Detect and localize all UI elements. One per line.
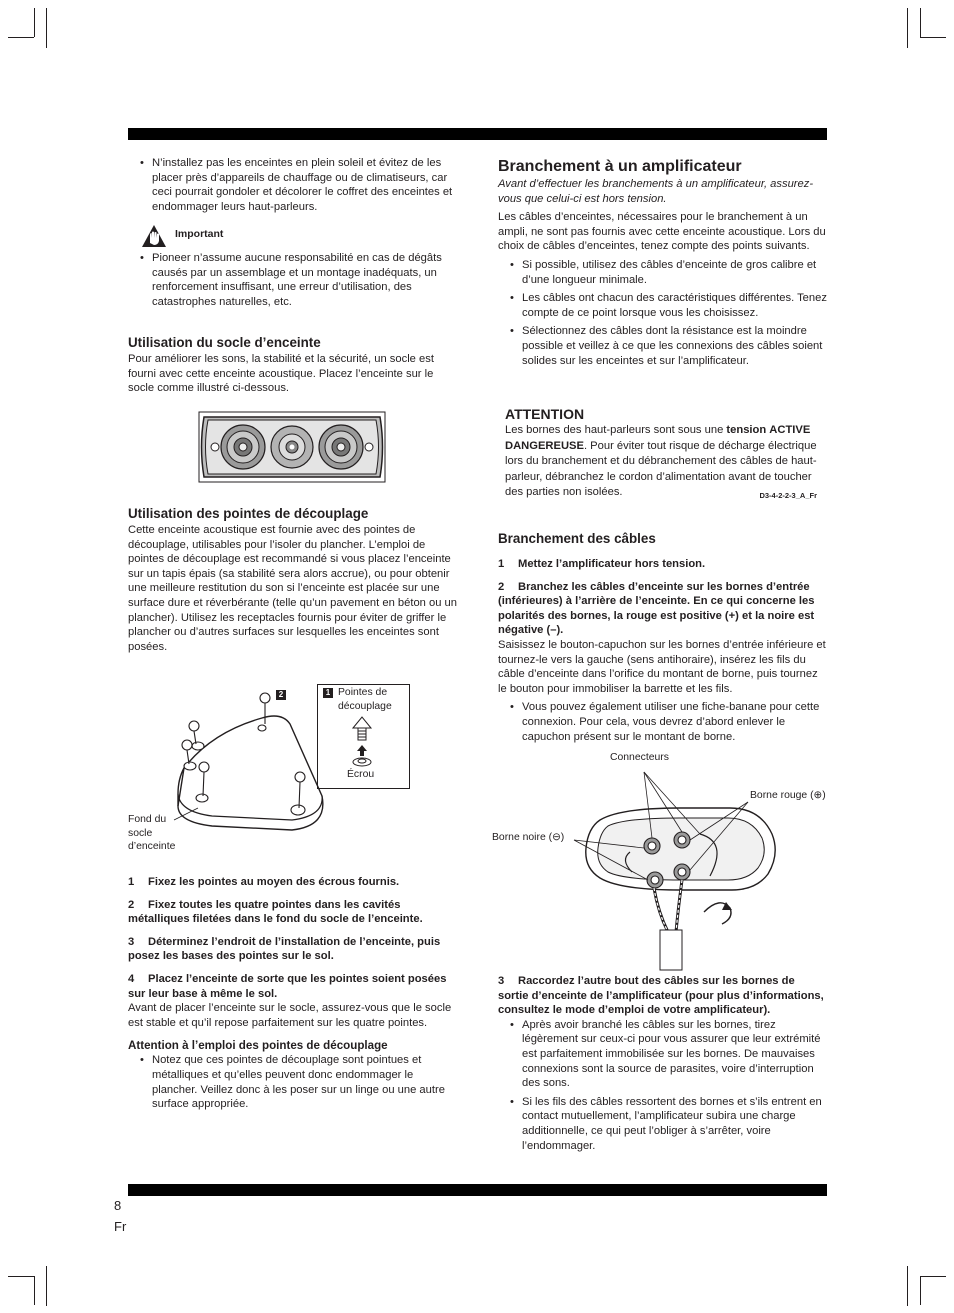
socle-text: Pour améliorer les sons, la stabilité et la sécurité, un socle est fourni avec cette enceinte acoustique. Placez l’enceinte sur le socle comme illustré ci-dessous. [128, 353, 434, 395]
bullet-sun: • N’installez pas les enceintes en plein soleil et évitez de les placer près d’appareils de chauffage ou de climatiseurs, car ceci pourrait gondoler et décolorer le coffret des enceintes et endommager leurs haut-parleurs. [128, 156, 458, 214]
page-language: Fr [114, 1219, 127, 1234]
crop-mark [920, 8, 921, 37]
cables-section [498, 530, 828, 744]
badge-1: 1 [323, 688, 333, 698]
right-title: Branchement à un amplificateur [498, 158, 742, 175]
label-fond-socle: Fond du socle d’enceinte [128, 814, 176, 852]
badge-2: 2 [276, 690, 286, 700]
attention-title: ATTENTION [505, 406, 585, 422]
right-step-3-block [498, 974, 828, 1153]
bullet-important: • Pioneer n’assume aucune responsabilité en cas de dégâts causés par un assemblage et un montage inadéquats, un renforcement insuffisant, une erreur d’utilisation, des catastrophes naturelles, etc. [128, 251, 458, 309]
pointes-section [128, 505, 458, 654]
footer-bar [128, 1184, 827, 1196]
right-intro: Les câbles d’enceintes, nécessaires pour le branchement à un ampli, ne sont pas fournis avec cette enceinte acoustique. Lors du choix de câbles d’enceintes, tenez compte des points suivants. [498, 211, 826, 253]
attention-block [505, 406, 817, 504]
crop-mark [46, 8, 47, 48]
right-column [498, 157, 828, 368]
left-important-block [128, 251, 458, 309]
right-bullet-2: • Les câbles ont chacun des caractéristiques différentes. Tenez compte de ce point lorsque vous les choisissez. [498, 291, 828, 320]
important-hand-icon [140, 223, 168, 249]
attention-pointes-bullet: • Notez que ces pointes de découplage sont pointues et métalliques et qu’elles peuvent donc endommager le plancher. Veillez donc à les poser sur un linge ou une autre surface appropriée. [128, 1053, 458, 1111]
right-step-3-bullet-1: • Après avoir branché les câbles sur les bornes, tirez légèrement sur ceux-ci pour vous assurer que leur extrémité est parfaitement immobilisée sur les bornes. De mauvaises connexions sont la source de parasites, voire d’interruption des sons. [498, 1018, 828, 1091]
label-borne-rouge: Borne rouge (⊕) [750, 790, 826, 801]
right-step-1: 1 Mettez l’amplificateur hors tension. [498, 558, 706, 570]
left-step-1: 1 Fixez les pointes au moyen des écrous fournis. [128, 876, 400, 888]
right-subtitle: Avant d’effectuer les branchements à un amplificateur, assurez-vous que celui-ci est hors tension. [498, 178, 814, 205]
header-bar [128, 128, 827, 140]
important-label: Important [175, 228, 224, 240]
left-column [128, 156, 458, 214]
crop-mark [34, 8, 35, 37]
label-ecrou: Écrou [347, 769, 375, 780]
right-step-3-bullet-2: • Si les fils des câbles ressortent des bornes et s’ils entrent en contact mutuellement, l’amplificateur subira une charge additionnelle, ce qui peut l’obliger à s’arrêter, voire l’endommager. [498, 1095, 828, 1153]
crop-mark [920, 1276, 921, 1305]
attention-code: D3-4-2-2-3_A_Fr [759, 491, 817, 501]
right-step-3: 3 Raccordez l’autre bout des câbles sur les bornes de sortie d’enceinte de l’amplificateur (pour plus d’informations, consultez le mode d’emploi de votre amplificateur). [498, 975, 824, 1017]
crop-mark [920, 37, 946, 38]
label-connecteurs: Connecteurs [610, 752, 669, 763]
crop-mark [8, 37, 34, 38]
crop-mark [907, 8, 908, 48]
label-borne-noire: Borne noire (⊖) [492, 832, 565, 843]
left-step-4-detail: Avant de placer l’enceinte sur le socle, assurez-vous que le socle est stable et qu’il repose parfaitement sur les quatre pointes. [128, 1002, 452, 1029]
crop-mark [8, 1276, 34, 1277]
right-step-2: 2 Branchez les câbles d’enceinte sur les bornes d’entrée (inférieures) à l’arrière de l’enceinte. En ce qui concerne les polarités des bornes, la rouge est positive (+) et la noire est négative (–). [498, 580, 815, 637]
crop-mark [46, 1266, 47, 1306]
pointes-title: Utilisation des pointes de découplage [128, 506, 369, 521]
left-step-2: 2 Fixez toutes les quatre pointes dans les cavités métalliques filetées dans le fond du socle de l’enceinte. [128, 898, 423, 926]
crop-mark [920, 1276, 946, 1277]
crop-mark [34, 1276, 35, 1305]
spike-nut-icon [348, 716, 376, 768]
right-step-2-bullet: • Vous pouvez également utiliser une fiche-banane pour cette connexion. Pour cela, vous devrez d’abord enlever le capuchon présent sur le montant de borne. [498, 700, 828, 744]
right-bullet-1: • Si possible, utilisez des câbles d’enceinte de gros calibre et d’une longueur minimale. [498, 258, 828, 287]
left-step-4: 4 Placez l’enceinte de sorte que les pointes soient posées sur leur base à même le sol. [128, 972, 447, 1000]
attention-text: Les bornes des haut-parleurs sont sous une tension ACTIVE DANGEREUSE. Pour éviter tout risque de décharge électrique lors du branchement et du débranchement des câbles de haut-parleur, débranchez le cordon d’alimentation avant de toucher des parties non isolées. D3-4-2-2-3_A_Fr [505, 423, 817, 501]
cables-title: Branchement des câbles [498, 531, 656, 546]
page-number: 8 [114, 1198, 122, 1213]
left-step-3: 3 Déterminez l’endroit de l’installation de l’enceinte, puis posez les bases des pointes sur le sol. [128, 935, 441, 963]
socle-section [128, 334, 458, 396]
right-step-2-detail: Saisissez le bouton-capuchon sur les bornes d’entrée inférieure et tournez-le vers la gauche (sens antihoraire), insérez les fils du câble d’enceinte dans l’orifice du montant de borne, puis tournez le bouton pour immobiliser la barrette et les fils. [498, 638, 826, 695]
label-pointes-decouplage: Pointes de découplage [338, 687, 392, 712]
socle-title: Utilisation du socle d’enceinte [128, 335, 321, 350]
pointes-text: Cette enceinte acoustique est fournie avec des pointes de découplage, utilisables pour l’isoler du plancher. L’emploi de pointes de découplage est recommandé si vous placez l’enceinte sur un tapis épais (sa stabilité sera alors accrue), ou pour obtenir une meilleure restitution du son si l’enceinte est placée sur une surface dure et réverbérante (telle qu’un pavement en béton ou un plancher). Utilisez les receptacles fournis pour éviter de griffer le plancher ou d’autres surfaces sur lesquelles les enceintes sont posées. [128, 524, 458, 653]
right-bullet-3: • Sélectionnez des câbles dont la résistance est la moindre possible et veillez à ce que les connexions des câbles soient solides sur les enceintes et sur l’amplificateur. [498, 324, 828, 368]
crop-mark [907, 1266, 908, 1306]
center-speaker-illustration [198, 411, 386, 483]
attention-pointes-title: Attention à l’emploi des pointes de découplage [128, 1039, 388, 1053]
left-steps [128, 875, 458, 1112]
